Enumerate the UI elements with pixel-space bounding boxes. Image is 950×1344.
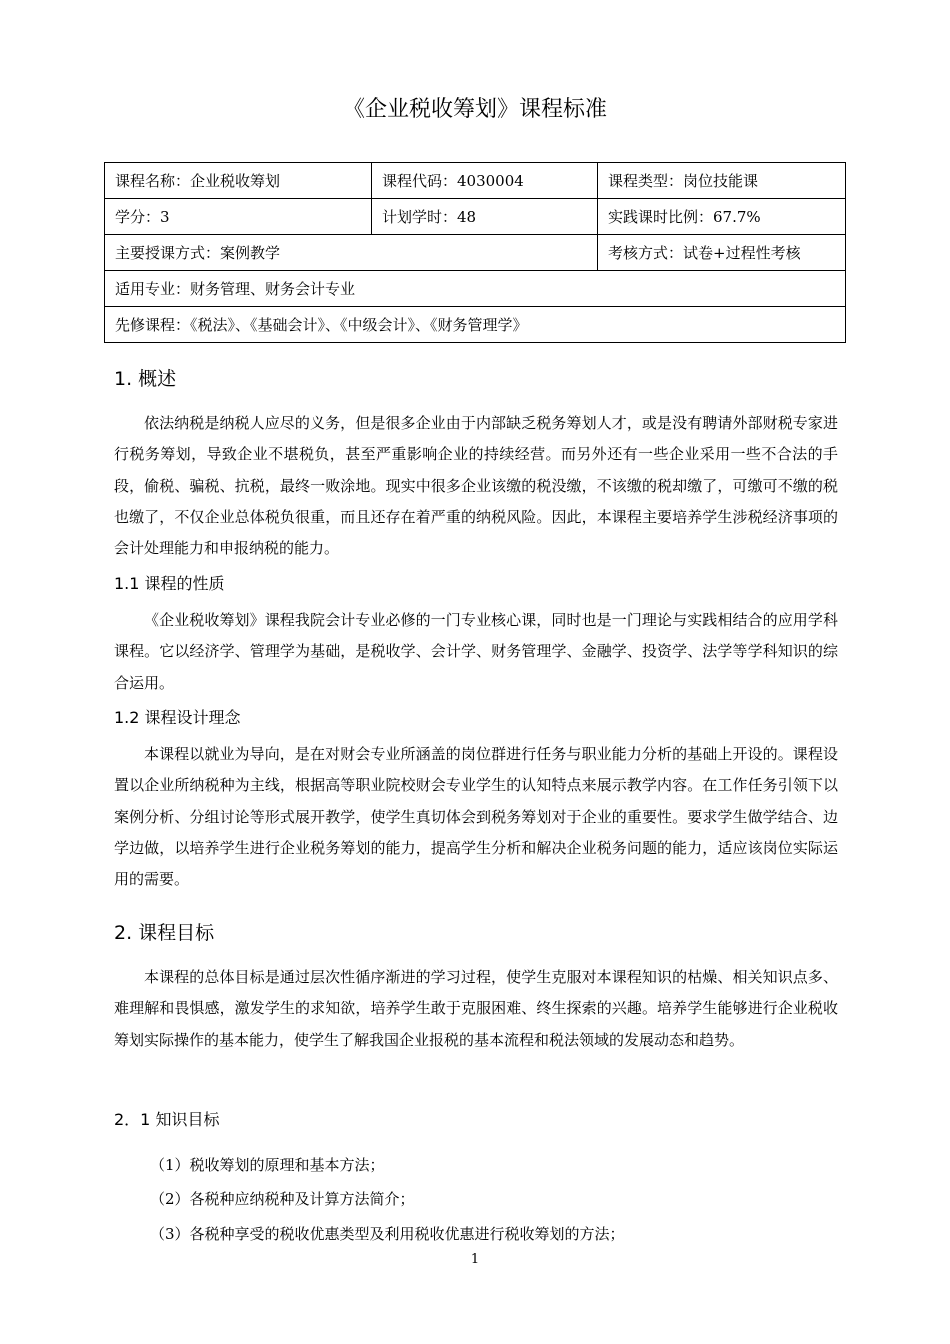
- course-info-table: [104, 162, 846, 343]
- list-item: （1）税收筹划的原理和基本方法；: [150, 1156, 385, 1174]
- document-title: 《企业税收筹划》课程标准: [342, 97, 607, 122]
- section-2-heading: 2. 课程目标: [114, 922, 215, 944]
- course-type-cell: 课程类型：岗位技能课: [598, 163, 846, 199]
- section-1-1-heading: 1.1 课程的性质: [114, 574, 225, 593]
- prerequisites-cell: 先修课程：《税法》、《基础会计》、《中级会计》、《财务管理学》: [105, 307, 846, 343]
- teaching-method-cell: 主要授课方式：案例教学: [105, 235, 598, 271]
- table-row: [105, 271, 846, 307]
- practice-ratio-cell: 实践课时比例：67.7%: [598, 199, 846, 235]
- course-code-cell: 课程代码：4030004: [372, 163, 598, 199]
- section-1-2-paragraph: 本课程以就业为导向，是在对财会专业所涵盖的岗位群进行任务与职业能力分析的基础上开设的。课程设置以企业所纳税种为主线，根据高等职业院校财会专业学生的认知特点来展示教学内容。在工作任务引领下以案例分析、分组讨论等形式展开教学，使学生真切体会到税务筹划对于企业的重要性。要求学生做学结合、边学边做，以培养学生进行企业税务筹划的能力，提高学生分析和解决企业税务问题的能力，适应该岗位实际运用的需要。: [114, 745, 838, 889]
- assessment-cell: 考核方式：试卷+过程性考核: [598, 235, 846, 271]
- list-item: （2）各税种应纳税种及计算方法简介；: [150, 1190, 415, 1208]
- credits-cell: 学分：3: [105, 199, 372, 235]
- table-row: [105, 163, 846, 199]
- table-row: [105, 307, 846, 343]
- section-1-1-paragraph: 《企业税收筹划》课程我院会计专业必修的一门专业核心课，同时也是一门理论与实践相结合的应用学科课程。它以经济学、管理学为基础，是税收学、会计学、财务管理学、金融学、投资学、法学等学科知识的综合运用。: [114, 611, 838, 692]
- section-1-paragraph: 依法纳税是纳税人应尽的义务，但是很多企业由于内部缺乏税务筹划人才，或是没有聘请外部财税专家进行税务筹划，导致企业不堪税负，甚至严重影响企业的持续经营。而另外还有一些企业采用一些不合法的手段，偷税、骗税、抗税，最终一败涂地。现实中很多企业该缴的税没缴，不该缴的税却缴了，可缴可不缴的税也缴了，不仅企业总体税负很重，而且还存在着严重的纳税风险。因此，本课程主要培养学生涉税经济事项的会计处理能力和申报纳税的能力。: [114, 414, 838, 558]
- list-item: （3）各税种享受的税收优惠类型及利用税收优惠进行税收筹划的方法；: [150, 1225, 625, 1243]
- course-name-cell: 课程名称：企业税收筹划: [105, 163, 372, 199]
- section-2-paragraph: 本课程的总体目标是通过层次性循序渐进的学习过程，使学生克服对本课程知识的枯燥、相关知识点多、难理解和畏惧感，激发学生的求知欲，培养学生敢于克服困难、终生探索的兴趣。培养学生能够进行企业税收筹划实际操作的基本能力，使学生了解我国企业报税的基本流程和税法领域的发展动态和趋势。: [114, 968, 838, 1049]
- table-row: [105, 199, 846, 235]
- majors-cell: 适用专业：财务管理、财务会计专业: [105, 271, 846, 307]
- section-2-1-heading: 2．1 知识目标: [114, 1110, 220, 1129]
- section-1-2-heading: 1.2 课程设计理念: [114, 708, 241, 727]
- table-row: [105, 235, 846, 271]
- planned-hours-cell: 计划学时：48: [372, 199, 598, 235]
- section-1-heading: 1. 概述: [114, 368, 177, 390]
- page-number: 1: [470, 1252, 480, 1267]
